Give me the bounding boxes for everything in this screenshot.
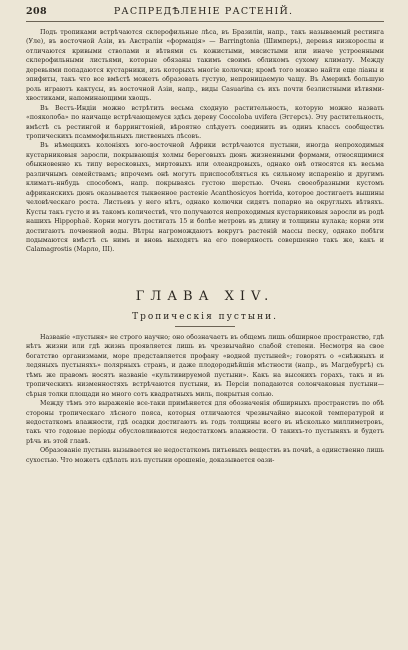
page-number: 208 <box>26 6 48 17</box>
header-rule <box>26 21 384 22</box>
paragraph: Названіе «пустыня» не строго научно; оно обозначаетъ въ общемъ лишь обширное пространство, гдѣ нѣтъ жизни или гдѣ жизнь проявляется лишь въ чрезвычайно слабой степени. Несмотря на свое богатство организмами, море представляется профану «водной пустыней»; говорятъ о «снѣжныхъ и ледяныхъ пустыняхъ» полярныхъ странъ, и даже плодороднѣйшія мѣстности (напр., въ Магдебургѣ) съ тѣмъ же правомъ носятъ названіе «культивируемой пустыни». Какъ на высокихъ горахъ, такъ и въ тропическихъ низменностяхъ встрѣчаются пустыни, въ Персіи попадаются солончаковыя пустыни—сѣрыя толки площади но много сотъ квадратныхъ миль, покрытыя солью. <box>26 333 384 398</box>
body-text-top <box>26 28 384 255</box>
running-title: РАСПРЕДѢЛЕНІЕ РАСТЕНІЙ. <box>113 6 294 17</box>
paragraph: Образованіе пустынь вызывается не недостаткомъ питьевыхъ веществъ въ почвѣ, а единственно лишь сухостью. Что можетъ сдѣлать изъ пустыни орошеніе, доказывается оази- <box>26 447 384 464</box>
chapter-title: ГЛАВА XIV. <box>135 288 275 304</box>
paragraph: Между тѣмъ это выраженіе все-таки примѣняется для обозначенія обширныхъ пространствъ по обѣ стороны тропическаго лѣсного пояса, которыя отличаются чрезвычайно высокой температурой и недостаткомъ влажности, гдѣ осадки достигаютъ въ годъ толщины всего въ нѣсколько миллиметровъ, такъ что годовые періоды обусловливаются недостаткомъ влажности. О такихъ-то пустыняхъ и будетъ рѣчь въ этой главѣ. <box>26 400 384 445</box>
subtitle-rule <box>175 326 235 327</box>
paragraph: Въ Вестъ-Индіи можно встрѣтить весьма сходную растительность, которую можно назвать «пояколоба» по наичаще встрѣчающемуся здѣсь дереву Coccoloba uvifera (Эггерсъ). Эту растительность, вмѣстѣ съ рестингой и баррингтоніей, вѣроятно слѣдуетъ соединить въ одинъ классъ сообществъ тропическихъ псаммофильныхъ лиственыхъ лѣсовъ. <box>26 104 384 140</box>
paragraph: Подъ тропиками встрѣчаются склерофильные лѣса, въ Бразиліи, напр., такъ называемый рестинга (Уле), въ восточной Азіи, въ Австраліи «формація» — Barringtonia (Шимперъ), деревья низкорослы и отличаются кривыми стволами и вѣтвями съ кожистыми, мясистыми или иначе устроенными склерофильными листьями, которые обязаны такимъ своимъ обликомъ сухому климату. Между деревьями попадаются кустарники, изъ которыхъ многіе колючки; кромѣ того можно найти еще ліаны и эпифиты, такъ что все вмѣстѣ можетъ образовать густую, непроницаемую чащу. Въ Америкѣ большую роль играютъ кактусы, въ восточной Азіи, напр., виды Casuarina съ ихъ почти безлистными вѣтвями-хвостиками, напоминающими хвощъ. <box>26 29 384 103</box>
chapter-subtitle: Тропическія пустыни. <box>132 311 278 322</box>
paragraph: Въ нѣмецкихъ колоніяхъ юго-восточной Африки встрѣчаются пустыни, иногда непроходимыя кустарниковыя заросли, покрывающія холмы береговыхъ дюнъ жизненными формами, относящимися обыкновенно къ типу вересковыхъ, миртовыхъ или олеандровыхъ, однако онѣ относятся къ весьма различнымъ семействамъ; впрочемъ онѣ могутъ приспособляться къ сильному испаренію и другимъ климатъ-ннбудь способомъ, напр. покрываясь густою шерстью. Очень своеобразными кустомъ африканскихъ дюнъ оказывается тыквенное растеніе Acanthosicyos horrida, которое достигаетъ вышины человѣческаго роста. Листьевъ у него нѣтъ, однако колючки сидятъ попарно на округлыхъ вѣтвяхъ. Кусты такъ густо и въ такомъ количествѣ, что получаются непроходимыя кустарниковыя заросли въ родѣ нашихъ Hippophaë. Корни могутъ достигать 15 и болѣе метровъ въ длину и толщины кулака; корни эти достигаютъ почвенной воды. Вѣтры нагромождаютъ вокругъ растеній массы песку, однако побѣги подымаются вмѣстѣ съ нимъ и вновь выходятъ на его поверхность совершенно такъ же, какъ и Calamagrostis (Марло, III). <box>26 142 384 254</box>
body-text-bottom <box>26 333 384 465</box>
running-header <box>26 6 384 17</box>
